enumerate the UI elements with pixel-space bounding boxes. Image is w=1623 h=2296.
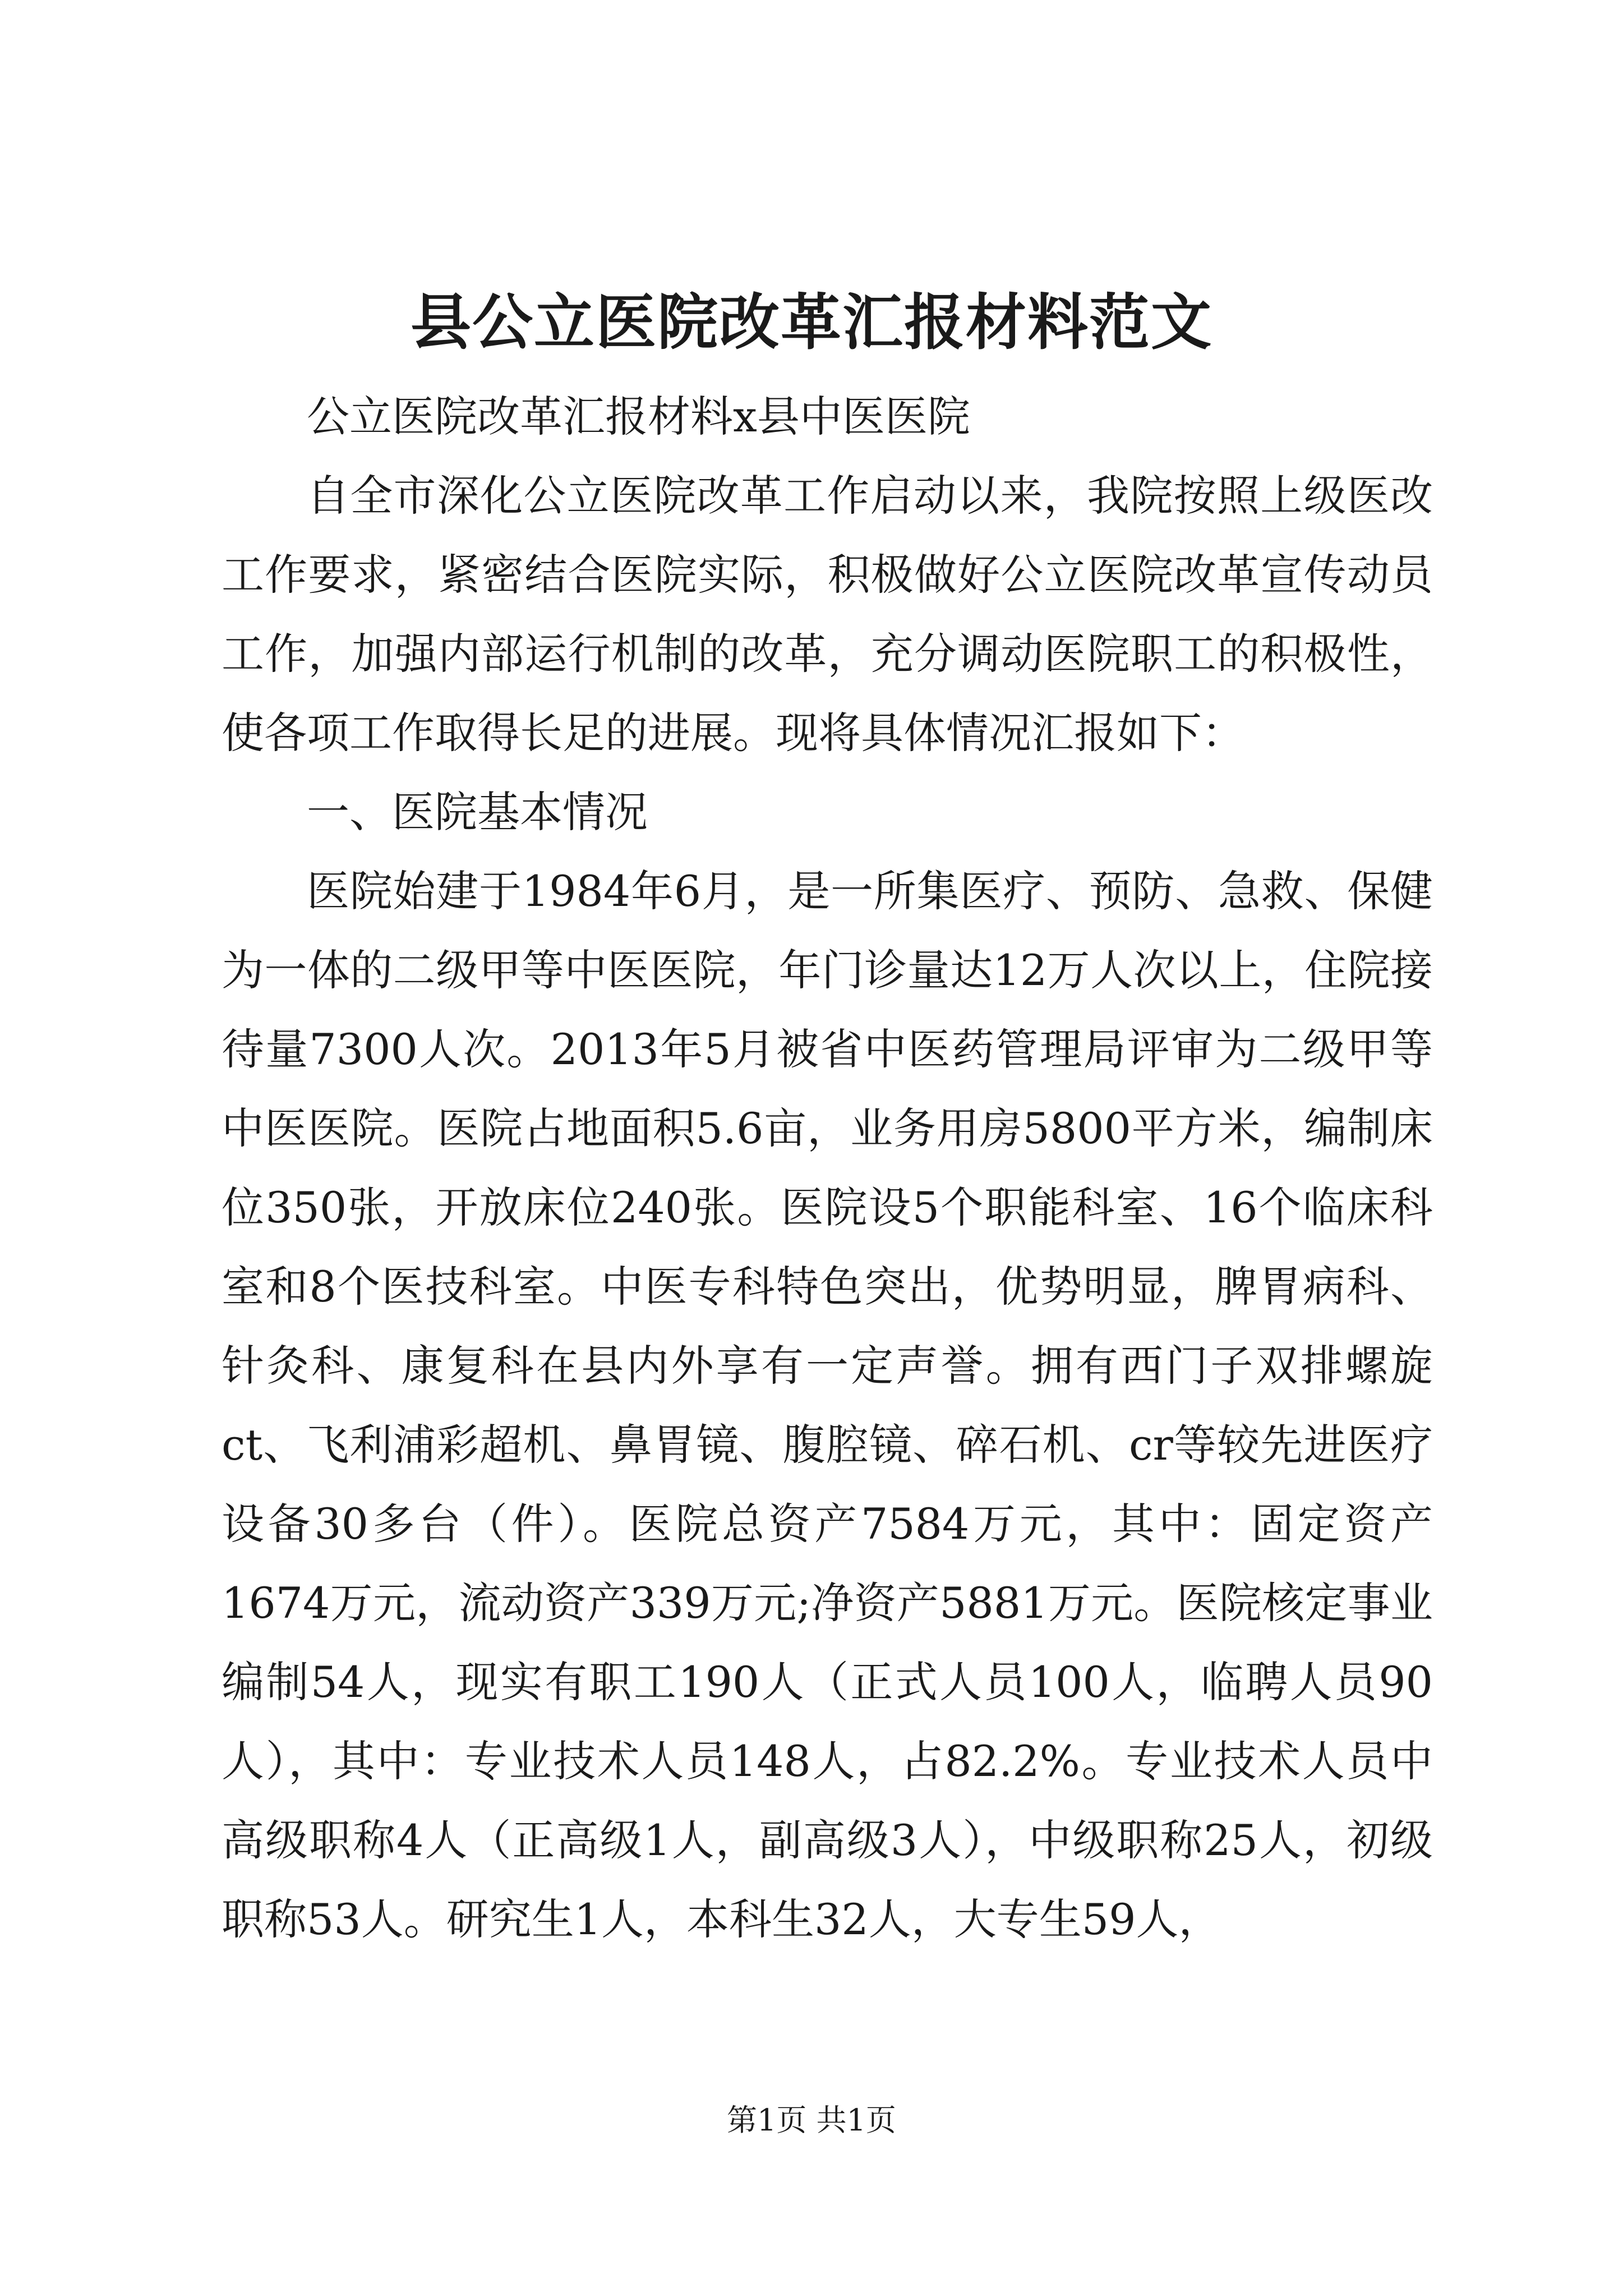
- subtitle-paragraph: 公立医院改革汇报材料x县中医医院: [307, 392, 970, 441]
- document-body: [222, 377, 1433, 1959]
- section-heading: 一、医院基本情况: [307, 787, 648, 837]
- page-footer: 第1页 共1页: [727, 2102, 896, 2138]
- document-title: 县公立医院改革汇报材料范文: [410, 287, 1212, 358]
- intro-paragraph: 自全市深化公立医院改革工作启动以来，我院按照上级医改工作要求，紧密结合医院实际，积极做好公立医院改革宣传动员工作，加强内部运行机制的改革，充分调动医院职工的积极性，使各项工作取得长足的进展。现将具体情况汇报如下：: [222, 471, 1433, 758]
- hospital-info-paragraph: 医院始建于1984年6月，是一所集医疗、预防、急救、保健为一体的二级甲等中医医院，年门诊量达12万人次以上，住院接待量7300人次。2013年5月被省中医药管理局评审为二级甲等中医医院。医院占地面积5.6亩，业务用房5800平方米，编制床位350张，开放床位240张。医院设5个职能科室、16个临床科室和8个医技科室。中医专科特色突出，优势明显，脾胃病科、针灸科、康复科在县内外享有一定声誉。拥有西门子双排螺旋ct、飞利浦彩超机、鼻胃镜、腹腔镜、碎石机、cr等较先进医疗设备30多台（件）。医院总资产7584万元，其中：固定资产1674万元，流动资产339万元;净资产5881万元。医院核定事业编制54人，现实有职工190人（正式人员100人，临聘人员90人），其中：专业技术人员148人，占82.2%。专业技术人员中高级职称4人（正高级1人，副高级3人），中级职称25人，初级职称53人。研究生1人，本科生32人，大专生59人，: [222, 866, 1433, 1944]
